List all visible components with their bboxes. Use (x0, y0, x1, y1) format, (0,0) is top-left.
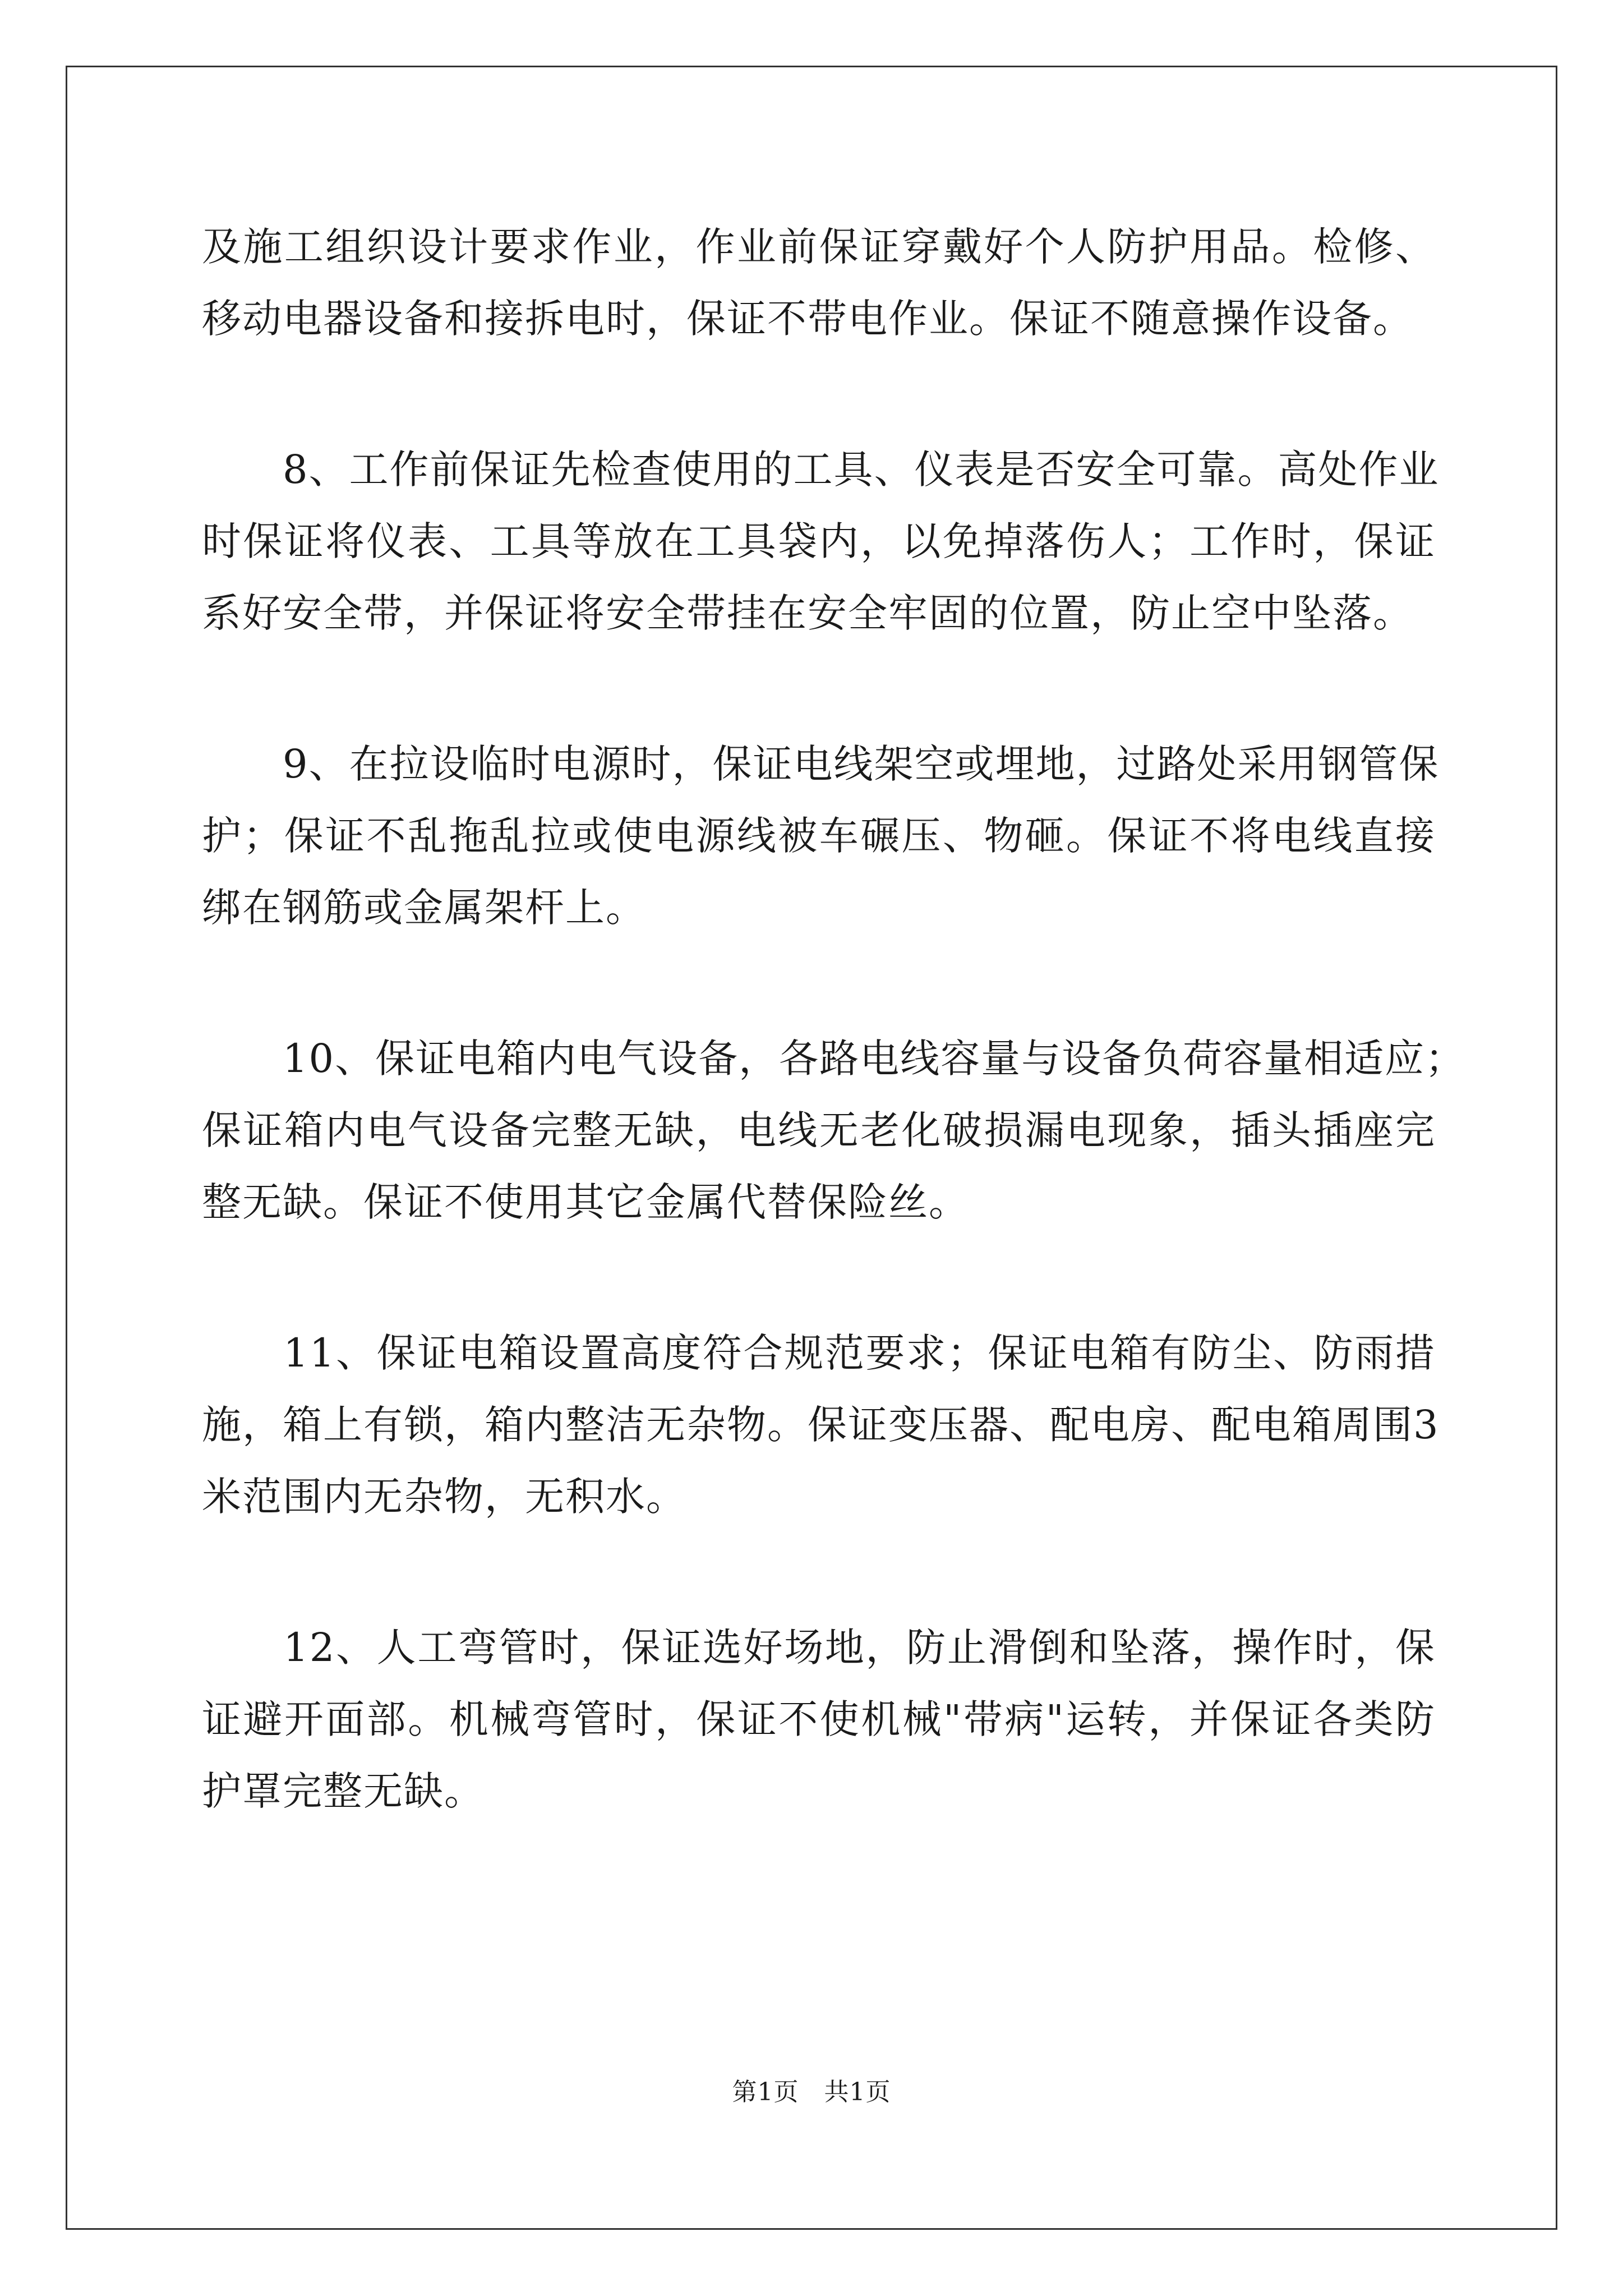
text-line: 保证箱内电气设备完整无缺，电线无老化破损漏电现象，插头插座完 (202, 1107, 1436, 1153)
document-body (202, 211, 1466, 1827)
text-line: 护罩完整无缺。 (202, 1768, 485, 1814)
text-line: 移动电器设备和接拆电时，保证不带电作业。保证不随意操作设备。 (202, 296, 1413, 342)
text-line: 12、人工弯管时，保证选好场地，防止滑倒和坠落，操作时，保 (202, 1625, 1436, 1671)
text-line: 及施工组织设计要求作业，作业前保证穿戴好个人防护用品。检修、 (202, 224, 1436, 270)
text-line: 9、在拉设临时电源时，保证电线架空或埋地，过路处采用钢管保 (202, 741, 1440, 787)
text-line: 施，箱上有锁，箱内整洁无杂物。保证变压器、配电房、配电箱周围3 (202, 1402, 1440, 1448)
text-line: 8、工作前保证先检查使用的工具、仪表是否安全可靠。高处作业 (202, 447, 1440, 493)
text-line: 11、保证电箱设置高度符合规范要求；保证电箱有防尘、防雨措 (202, 1330, 1436, 1376)
text-line: 护；保证不乱拖乱拉或使电源线被车碾压、物砸。保证不将电线直接 (202, 813, 1436, 859)
text-line: 系好安全带，并保证将安全带挂在安全牢固的位置，防止空中坠落。 (202, 590, 1413, 636)
text-line: 证避开面部。机械弯管时，保证不使机械"带病"运转，并保证各类防 (202, 1696, 1436, 1742)
text-line: 绑在钢筋或金属架杆上。 (202, 885, 646, 931)
page-number: 第1页 共1页 (732, 2078, 891, 2106)
text-line: 整无缺。保证不使用其它金属代替保险丝。 (202, 1179, 969, 1225)
text-line: 时保证将仪表、工具等放在工具袋内，以免掉落伤人；工作时，保证 (202, 518, 1436, 564)
text-line: 米范围内无杂物，无积水。 (202, 1474, 686, 1520)
text-line: 10、保证电箱内电气设备，各路电线容量与设备负荷容量相适应； (202, 1036, 1466, 1082)
